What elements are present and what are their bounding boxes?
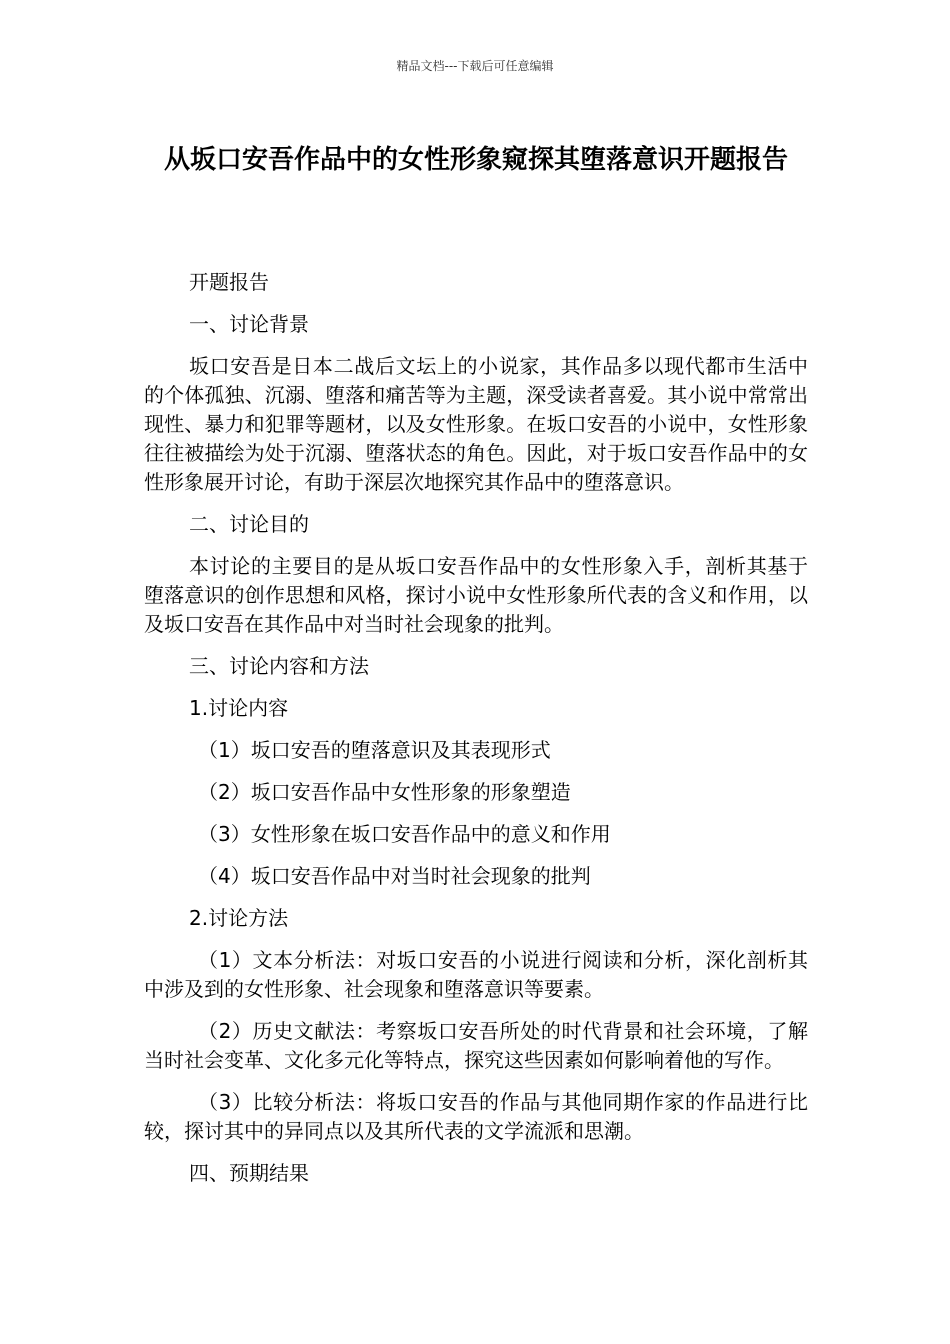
page-header-note: 精品文档---下载后可任意编辑 — [396, 59, 554, 73]
section-heading-expected-results: 四、预期结果 — [189, 1161, 309, 1185]
subheading-method: 2.讨论方法 — [189, 906, 289, 930]
list-item: （2）历史文献法：考察坂口安吾所处的时代背景和社会环境，了解当时社会变革、文化多元化等特点，探究这些因素如何影响着他的写作。 — [144, 1019, 808, 1072]
paragraph-opening-report: 开题报告 — [189, 270, 269, 294]
list-item: （1）坂口安吾的堕落意识及其表现形式 — [198, 738, 551, 762]
document-title: 从坂口安吾作品中的女性形象窥探其堕落意识开题报告 — [163, 145, 788, 175]
paragraph-background: 坂口安吾是日本二战后文坛上的小说家，其作品多以现代都市生活中的个体孤独、沉溺、堕落和痛苦等为主题，深受读者喜爱。其小说中常常出现性、暴力和犯罪等题材，以及女性形象。在坂口安吾的小说中，女性形象往往被描绘为处于沉溺、堕落状态的角色。因此，对于坂口安吾作品中的女性形象展开讨论，有助于深层次地探究其作品中的堕落意识。 — [144, 354, 808, 494]
section-heading-background: 一、讨论背景 — [189, 312, 309, 336]
list-item: （3）比较分析法：将坂口安吾的作品与其他同期作家的作品进行比较，探讨其中的异同点以及其所代表的文学流派和思潮。 — [144, 1090, 808, 1143]
list-item: （3）女性形象在坂口安吾作品中的意义和作用 — [198, 822, 611, 846]
document-body — [144, 268, 808, 1201]
paragraph-purpose: 本讨论的主要目的是从坂口安吾作品中的女性形象入手，剖析其基于堕落意识的创作思想和风格，探讨小说中女性形象所代表的含义和作用，以及坂口安吾在其作品中对当时社会现象的批判。 — [144, 554, 808, 636]
list-item: （1）文本分析法：对坂口安吾的小说进行阅读和分析，深化剖析其中涉及到的女性形象、社会现象和堕落意识等要素。 — [144, 948, 808, 1001]
section-heading-content-method: 三、讨论内容和方法 — [189, 654, 369, 678]
subheading-content: 1.讨论内容 — [189, 696, 289, 720]
list-item: （2）坂口安吾作品中女性形象的形象塑造 — [198, 780, 571, 804]
section-heading-purpose: 二、讨论目的 — [189, 512, 309, 536]
list-item: （4）坂口安吾作品中对当时社会现象的批判 — [198, 864, 591, 888]
